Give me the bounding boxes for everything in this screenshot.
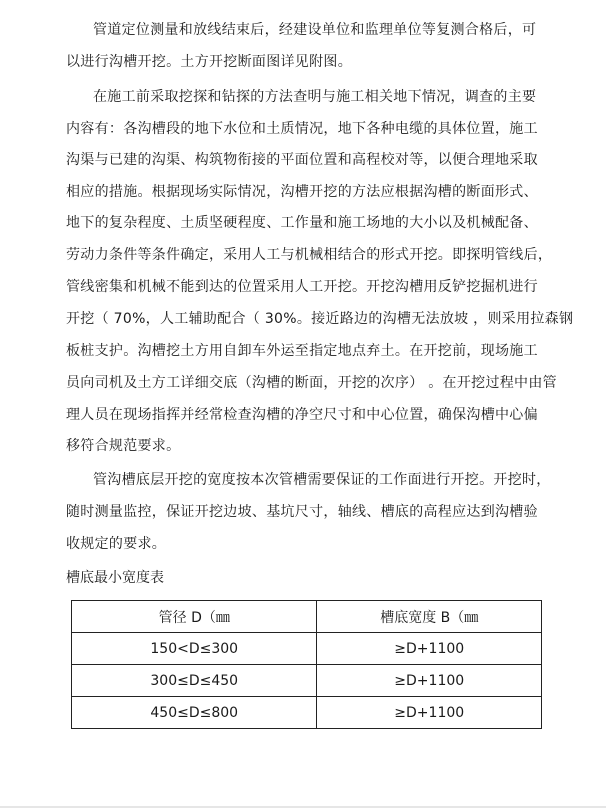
header-pipe-diameter: 管径 D（㎜ bbox=[72, 601, 317, 633]
paragraph-2-line-9: 板桩支护。沟槽挖土方用自卸车外运至指定地点弃土。在开挖前，现场施工 bbox=[66, 343, 538, 359]
paragraph-2-line-5: 地下的复杂程度、土质坚硬程度、工作量和施工场地的大小以及机械配备、 bbox=[66, 215, 538, 231]
paragraph-1-line-2: 以进行沟槽开挖。土方开挖断面图详见附图。 bbox=[66, 54, 352, 70]
paragraph-2-line-12: 移符合规范要求。 bbox=[66, 438, 181, 454]
paragraph-1-line-1: 管道定位测量和放线结束后，经建设单位和监理单位等复测合格后，可 bbox=[93, 22, 537, 38]
cell-min-width: ≥D+1100 bbox=[317, 633, 542, 665]
table-caption: 槽底最小宽度表 bbox=[66, 570, 164, 586]
cell-diameter-range: 150<D≤300 bbox=[72, 633, 317, 665]
cell-diameter-range: 450≤D≤800 bbox=[72, 697, 317, 729]
paragraph-2-line-2: 内容有：各沟槽段的地下水位和土质情况，地下各种电缆的具体位置，施工 bbox=[66, 121, 538, 137]
paragraph-3-line-2: 随时测量监控，保证开挖边坡、基坑尺寸，轴线、槽底的高程应达到沟槽验 bbox=[66, 504, 538, 520]
cell-min-width: ≥D+1100 bbox=[317, 697, 542, 729]
paragraph-2-line-3: 沟渠与已建的沟渠、构筑物衔接的平面位置和高程校对等，以便合理地采取 bbox=[66, 152, 538, 168]
table-row bbox=[72, 697, 542, 729]
cell-min-width: ≥D+1100 bbox=[317, 665, 542, 697]
paragraph-2-line-1: 在施工前采取挖探和钻探的方法查明与施工相关地下情况，调查的主要 bbox=[93, 89, 537, 105]
paragraph-2-line-11: 理人员在现场指挥并经常检查沟槽的净空尺寸和中心位置，确保沟槽中心偏 bbox=[66, 407, 538, 423]
paragraph-3-line-1: 管沟槽底层开挖的宽度按本次管槽需要保证的工作面进行开挖。开挖时， bbox=[93, 472, 551, 488]
paragraph-3-line-3: 收规定的要求。 bbox=[66, 536, 167, 552]
paragraph-2-line-4: 相应的措施。根据现场实际情况，沟槽开挖的方法应根据沟槽的断面形式、 bbox=[66, 184, 538, 200]
header-trench-width: 槽底宽度 B（㎜ bbox=[317, 601, 542, 633]
table-row bbox=[72, 665, 542, 697]
paragraph-2-line-7: 管线密集和机械不能到达的位置采用人工开挖。开挖沟槽用反铲挖掘机进行 bbox=[66, 279, 538, 295]
paragraph-2-line-10: 员向司机及土方工详细交底（沟槽的断面，开挖的次序） 。在开挖过程中由管 bbox=[66, 375, 557, 391]
paragraph-2-line-8: 开挖（ 70%，人工辅助配合（ 30%。接近路边的沟槽无法放坡 ，则采用拉森钢 bbox=[66, 311, 574, 327]
cell-diameter-range: 300≤D≤450 bbox=[72, 665, 317, 697]
paragraph-2-line-6: 劳动力条件等条件确定，采用人工与机械相结合的形式开挖。即探明管线后， bbox=[66, 247, 553, 263]
table-row bbox=[72, 633, 542, 665]
table-header-row bbox=[72, 601, 542, 633]
min-width-table bbox=[71, 600, 542, 729]
